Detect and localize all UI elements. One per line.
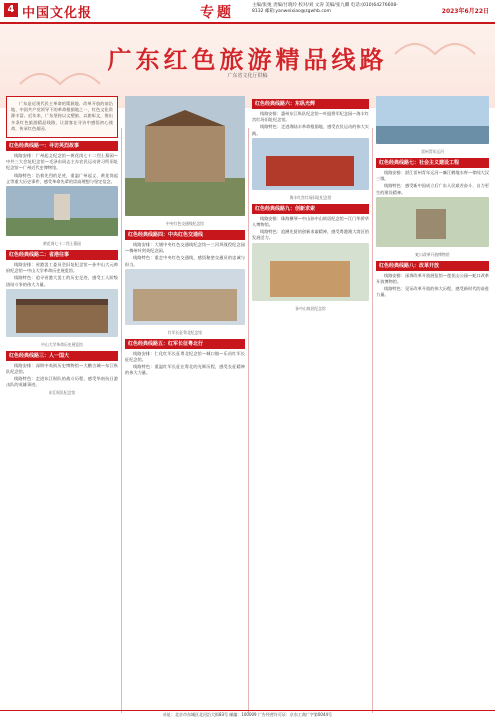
section-2-para-2: 线路特色：追寻省港大罢工的历史足迹，感受工人阶级团结斗争的伟大力量。	[6, 275, 118, 287]
section-head-2: 红色经典线路二：省港往事	[6, 250, 118, 260]
photo-caption: 蛇口改革开放博物馆	[415, 251, 450, 257]
photo-caption: 中央红色交通线纪念馆	[166, 221, 204, 226]
section-name: 专题	[200, 5, 234, 21]
photo-caption: 黄花岗七十二烈士墓园	[43, 241, 81, 247]
masthead	[0, 0, 495, 24]
section-5-para-1: 线路安排：仁化红军长征粤北纪念馆—城口镇—乐昌红军长征纪念馆。	[125, 350, 245, 363]
photo-caption: 孙中山故居纪念馆	[295, 305, 326, 311]
column-divider	[372, 128, 373, 713]
section-8-para-2: 线路特色：见证改革开放的伟大历程，感受新时代的奋进力量。	[376, 286, 489, 298]
byline: 广东省文化厅供稿	[227, 73, 268, 79]
paper-name: 中国文化报	[22, 6, 93, 21]
section-9-para-2: 线路特色：追溯先贤的创新求索精神，感受粤港澳大湾区的发展活力。	[252, 229, 369, 241]
section-3-para-2: 线路特色：走进东江纵队的战斗历程，感受华南抗日游击队的英雄事迹。	[6, 376, 118, 388]
page-title: 广东红色旅游精品线路	[107, 46, 388, 74]
section-7-para-1: 线路安排：湛江雷州青年运河—廉江鹤地水库—徐闻大汉三墩。	[376, 170, 489, 182]
column-3	[252, 96, 369, 314]
photo-canal	[376, 96, 489, 144]
page-number: 4	[4, 3, 18, 17]
column-1	[6, 96, 118, 398]
photo-caption: 东江纵队纪念馆	[48, 389, 76, 395]
photo-university-hall	[6, 289, 118, 337]
photo-former-residence	[252, 243, 369, 301]
column-2	[125, 96, 245, 378]
intro-box	[6, 96, 118, 138]
section-6-para-1: 线路安排：惠州东江纵队纪念馆—叶挺将军纪念园—海丰红宫红场旧址纪念馆。	[252, 111, 369, 123]
photo-museum-exterior	[125, 96, 245, 216]
photo-memorial-exterior	[125, 269, 245, 325]
section-9-para-1: 线路安排：珠海横琴—中山孙中山故居纪念馆—江门华侨华人博物馆。	[252, 215, 369, 228]
column-divider	[248, 128, 249, 713]
photo-caption: 中山大学革命历史展览馆	[41, 341, 83, 347]
page-footer: 社址：北京市东城区北河沿大街83号 邮编：100009 广告经营许可证：京东工商广字第0044号	[0, 710, 495, 721]
section-4-para-2: 线路特色：重走中央红色交通线，感悟秘密交通员的忠诚与担当。	[125, 255, 245, 267]
section-head-6: 红色经典线路六：东纵光辉	[252, 99, 369, 109]
editor-line: 主编/张弛 责编/甘晓玲 校对/刘 文涛 美编/张九卿 电话:(010)64276608-8132 邮箱:yanweixiao@zgwhb.com	[252, 3, 398, 14]
section-3-para-1: 线路安排：深圳中英街历史博物馆—大鹏古城—东江纵队纪念馆。	[6, 362, 118, 375]
photo-caption: 海丰红宫红场旧址纪念馆	[289, 194, 332, 200]
column-4	[376, 96, 489, 300]
section-head-3: 红色经典线路三：人一国大	[6, 351, 118, 361]
column-divider	[121, 128, 122, 713]
section-head-5: 红色经典线路五：红军长征粤北行	[125, 339, 245, 349]
section-7-para-2: 线路特色：感受新中国成立后广东人民艰苦奋斗、自力更生的建设精神。	[376, 183, 489, 195]
section-2-para-1: 线路安排：省港罢工委员会旧址纪念馆—孙中山大元帅府纪念馆—中山大学革命历史展览馆。	[6, 262, 118, 274]
section-6-para-2: 线路特色：走进海陆丰革命根据地，感受农民运动的伟大实践。	[252, 124, 369, 136]
photo-memorial	[6, 186, 118, 236]
section-1-para-2: 线路特色：沿着先烈的足迹，重温广州起义、黄花岗起义等重大历史事件，感受革命先辈的崇高理想与坚定信念。	[6, 172, 118, 184]
section-4-para-1: 线路安排：大埔中央红色交通线纪念馆—三河坝战役纪念园—梅州叶剑英纪念园。	[125, 242, 245, 254]
section-8-para-1: 线路安排：深圳改革开放展览馆—莲花山公园—蛇口改革开放博物馆。	[376, 272, 489, 285]
section-1-para-1: 线路安排：广州起义纪念馆—黄花岗七十二烈士墓园—中共三大会址纪念馆—毛泽东同志主办农民运动讲习所旧址纪念馆—广州近代史博物馆。	[6, 153, 118, 171]
photo-caption: 红军长征粤北纪念馆	[167, 329, 203, 335]
section-head-7: 红色经典线路七：社会主义建设工程	[376, 158, 489, 168]
section-head-9: 红色经典线路九：创新求索	[252, 204, 369, 214]
photo-aerial-city	[376, 197, 489, 247]
intro-text: 广东是近现代民主革命的策源地、改革开放的前沿地、中国共产党领导下的革命根据地之一，红色文化资源丰富。近年来，广东坚持以文塑旅、以旅彰文，推出多条红色旅游精品线路，让游客在寻访中感悟初心使命，传承红色基因。	[11, 101, 113, 131]
section-5-para-2: 线路特色：重温红军长征在粤北的光辉历程，感受长征精神的伟大力量。	[125, 364, 245, 376]
section-head-4: 红色经典线路四：中央红色交通线	[125, 230, 245, 240]
photo-red-palace	[252, 138, 369, 190]
section-head-1: 红色经典线路一：寻访英烈故事	[6, 141, 118, 151]
photo-caption: 雷州青年运河	[421, 149, 444, 154]
publication-date: 2023年6月22日	[441, 8, 489, 15]
section-head-8: 红色经典线路八：改革开放	[376, 261, 489, 271]
